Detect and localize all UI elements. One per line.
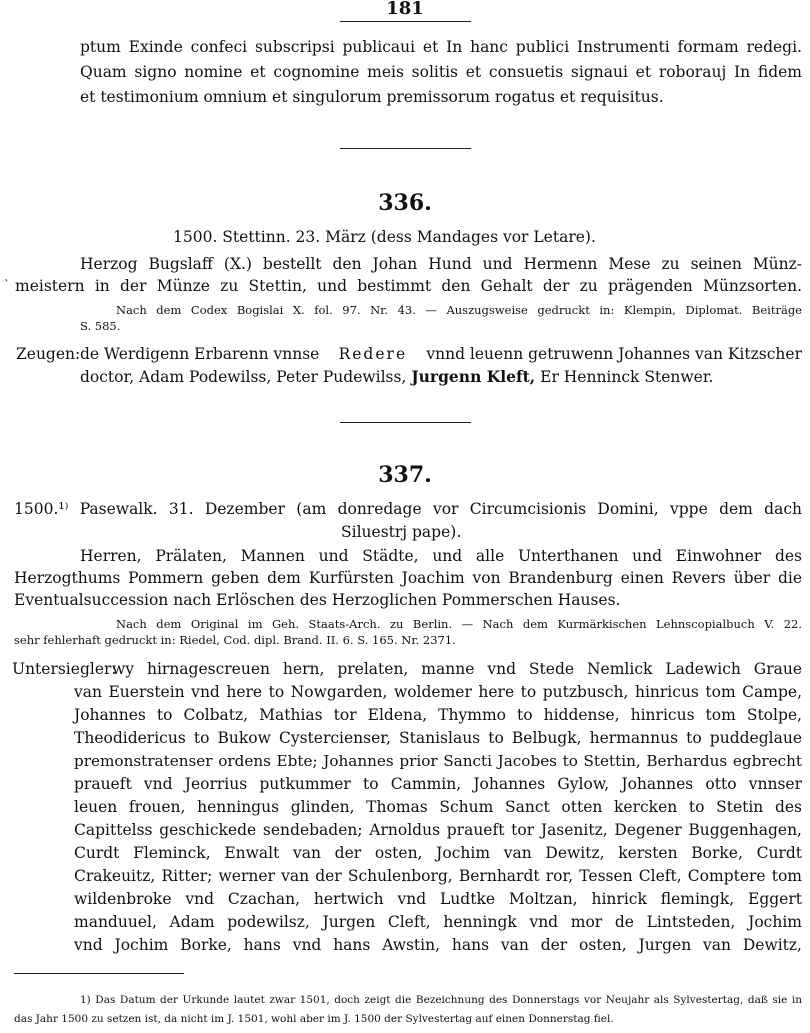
doc336-summary-line: Herzog Bugslaff (X.) bestellt den Johan Hund und Hermenn Mese zu seinen Münz- [80,255,802,273]
doc336-witnesses-label: Zeugen: [16,345,81,363]
doc337-signers-line: Theodidericus to Bukow Cystercienser, Stanislaus to Belbugk, hermannus to puddeglaue [74,729,802,747]
doc336-witnesses-line2 [80,366,713,388]
witness-text: Er Henninck Stenwer. [540,368,714,386]
top-paragraph-line: et testimonium omnium et singulorum premissorum rogatus et requisitus. [80,88,664,106]
doc337-signers-line: manduuel, Adam podewilsz, Jurgen Cleft, henningk vnd mor de Lintsteden, Jochim [74,913,802,931]
witness-text: doctor, Adam Podewilss, Peter Pudewilss, [80,368,407,386]
doc337-signers-line: praueft vnd Jeorrius putkummer to Cammin, Johannes Gylow, Johannes otto vnnser [74,775,802,793]
page-number: 181 [386,0,424,19]
doc337-date-cont: Siluestrj pape). [341,523,462,541]
doc337-signers-line: leuen frouen, henningus glinden, Thomas Schum Sanct otten kercken to Stetin des [74,798,802,816]
doc337-signers-line: premonstratenser ordens Ebte; Johannes prior Sancti Jacobes to Stettin, Berhardus egbrecht [74,752,802,770]
footnote-line: 1) Das Datum der Urkunde lautet zwar 1501, doch zeigt die Bezeichnung des Donnerstags vor Neujahr als Sylvestertag, daß sie in [80,994,802,1006]
doc337-date-line: 1500.¹⁾ Pasewalk. 31. Dezember (am donredage vor Circumcisionis Domini, vppe dem dach [14,500,802,518]
doc336-source-line: S. 585. [80,319,121,333]
doc337-summary-line: Eventualsuccession nach Erlöschen des Herzoglichen Pommerschen Hauses. [14,591,621,609]
doc337-signers-line: wildenbroke vnd Czachan, hertwich vnd Ludtke Moltzan, hinrick flemingk, Eggert [74,890,802,908]
doc337-signers-line: Crakeuitz, Ritter; werner van der Schulenborg, Bernhardt ror, Tessen Cleft, Comptere tom [74,867,802,885]
header-rule [340,21,471,22]
doc337-signers-line: Curdt Fleminck, Enwalt van der osten, Jochim van Dewitz, kersten Borke, Curdt [74,844,802,862]
section-divider [340,422,471,423]
doc337-signers-label: Untersiegler: [12,660,117,678]
doc337-signers-line: Johannes to Colbatz, Mathias tor Eldena, Thymmo to hiddense, hinricus tom Stolpe, [74,706,802,724]
doc337-signers-line: van Euerstein vnd here to Nowgarden, woldemer here to putzbusch, hinricus tom Campe, [74,683,802,701]
witness-text: de Werdigenn Erbarenn vnnse [80,345,320,363]
section-divider [340,148,471,149]
witness-redere: Redere [338,345,408,363]
doc336-summary-line: meistern in der Münze zu Stettin, und bestimmt den Gehalt der zu prägenden Münzsorten. [15,277,802,295]
witness-text: vnnd leuenn getruwenn Johannes van Kitzscher [426,345,802,363]
document-number-337: 337. [378,462,432,488]
doc337-signers-line: vnd Jochim Borke, hans vnd hans Awstin, hans van der osten, Jurgen van Dewitz, [74,936,802,954]
top-paragraph-line: Quam signo nomine et cognomine meis solitis et consuetis signaui et roborauj In fidem [80,63,802,81]
top-paragraph-line: ptum Exinde confeci subscripsi publicaui et In hanc publici Instrumenti formam redegi. [80,38,802,56]
doc337-source-line: Nach dem Original im Geh. Staats-Arch. zu Berlin. — Nach dem Kurmärkischen Lehnscopialbuch V. 22. [116,617,802,631]
margin-tick: ` [4,278,10,292]
doc337-summary-line: Herren, Prälaten, Mannen und Städte, und alle Unterthanen und Einwohner des [80,547,802,565]
doc337-source-line: sehr fehlerhaft gedruckt in: Riedel, Cod. dipl. Brand. II. 6. S. 165. Nr. 2371. [14,633,456,647]
document-number-336: 336. [378,190,432,216]
doc336-source-line: Nach dem Codex Bogislai X. fol. 97. Nr. 43. — Auszugsweise gedruckt in: Klempin, Diplomat. Beiträge [116,303,802,317]
footnote-line: das Jahr 1500 zu setzen ist, da nicht im J. 1501, wohl aber im J. 1500 der Sylvestertag auf einen Donnerstag fiel. [14,1013,614,1025]
witness-kleft: Jurgenn Kleft, [411,367,536,386]
doc336-witnesses-line1 [80,343,802,365]
doc337-signers-line: wy hirnagescreuen hern, prelaten, manne vnd Stede Nemlick Ladewich Graue [112,660,802,678]
footnote-rule [14,973,184,974]
doc337-summary-line: Herzogthums Pommern geben dem Kurfürsten Joachim von Brandenburg einen Revers über die [14,569,802,587]
doc336-date-line: 1500. Stettinn. 23. März (dess Mandages vor Letare). [173,228,596,246]
doc337-signers-line: Capittelss geschickede sendebaden; Arnoldus praueft tor Jasenitz, Degener Buggenhagen, [74,821,802,839]
